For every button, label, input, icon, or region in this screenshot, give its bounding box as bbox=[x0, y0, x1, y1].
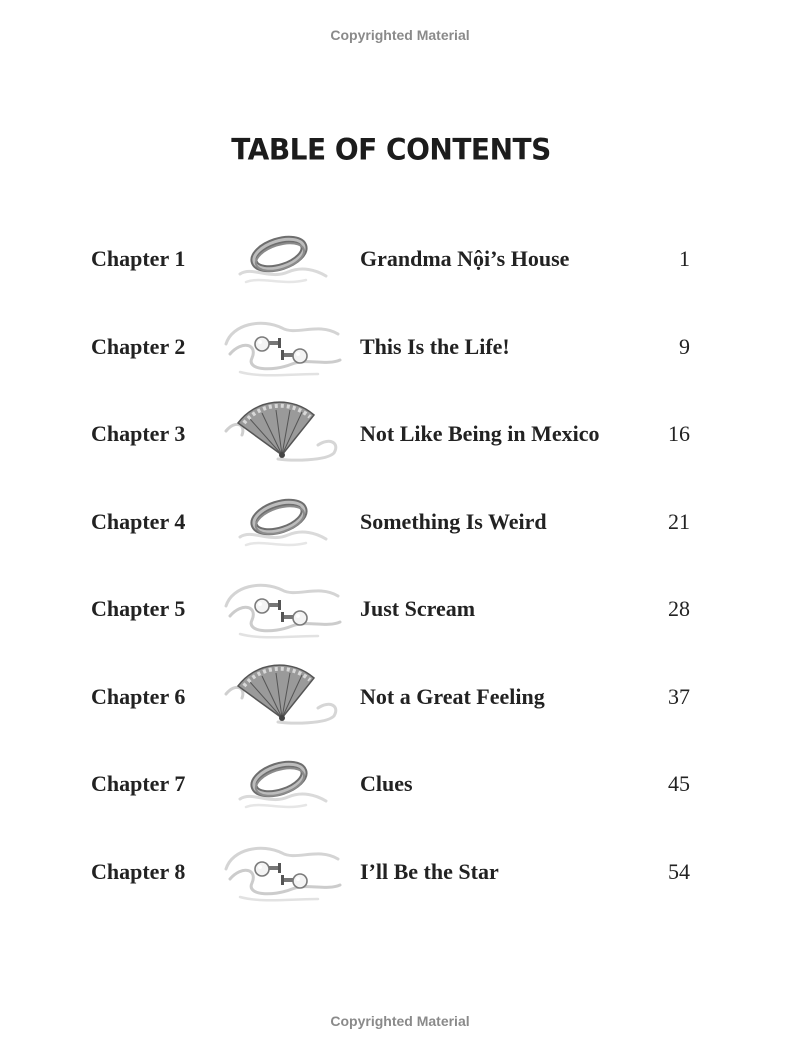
page-number: 16 bbox=[668, 421, 690, 446]
chapter-label: Chapter 4 bbox=[91, 509, 186, 534]
chapter-title: This Is the Life! bbox=[360, 334, 510, 359]
toc-entry-3[interactable] bbox=[0, 399, 800, 469]
page-number: 28 bbox=[668, 596, 690, 621]
chapter-title: Not a Great Feeling bbox=[360, 684, 545, 709]
chapter-title: Something Is Weird bbox=[360, 509, 547, 534]
page-number: 1 bbox=[679, 246, 690, 271]
page-number: 45 bbox=[668, 771, 690, 796]
copyright-footer: Copyrighted Material bbox=[330, 1013, 470, 1029]
page-number: 37 bbox=[668, 684, 690, 709]
pearl-earrings-icon bbox=[222, 314, 344, 380]
page-number: 54 bbox=[668, 859, 690, 884]
chapter-label: Chapter 8 bbox=[91, 859, 186, 884]
toc-entry-4[interactable] bbox=[0, 487, 800, 557]
chapter-label: Chapter 5 bbox=[91, 596, 186, 621]
chapter-title: Just Scream bbox=[360, 596, 476, 621]
chapter-title: Clues bbox=[360, 771, 413, 796]
toc-entry-6[interactable] bbox=[0, 662, 800, 732]
chapter-label: Chapter 2 bbox=[91, 334, 186, 359]
page-title: TABLE OF CONTENTS bbox=[231, 132, 551, 167]
page-number: 9 bbox=[679, 334, 690, 359]
pearl-earrings-icon bbox=[222, 576, 344, 642]
fan-icon bbox=[222, 401, 344, 467]
toc-entry-8[interactable] bbox=[0, 837, 800, 907]
page-number: 21 bbox=[668, 509, 690, 534]
copyright-header: Copyrighted Material bbox=[330, 27, 470, 43]
ring-icon bbox=[222, 226, 344, 292]
chapter-title: Grandma Nội’s House bbox=[360, 246, 570, 271]
toc-entry-7[interactable] bbox=[0, 749, 800, 819]
chapter-label: Chapter 7 bbox=[91, 771, 186, 796]
fan-icon bbox=[222, 664, 344, 730]
ring-icon bbox=[222, 489, 344, 555]
chapter-title: Not Like Being in Mexico bbox=[360, 421, 600, 446]
chapter-label: Chapter 1 bbox=[91, 246, 186, 271]
chapter-label: Chapter 3 bbox=[91, 421, 186, 446]
toc-entry-5[interactable] bbox=[0, 574, 800, 644]
toc-entry-1[interactable] bbox=[0, 224, 800, 294]
ring-icon bbox=[222, 751, 344, 817]
chapter-label: Chapter 6 bbox=[91, 684, 186, 709]
chapter-title: I’ll Be the Star bbox=[360, 859, 499, 884]
pearl-earrings-icon bbox=[222, 839, 344, 905]
toc-entry-2[interactable] bbox=[0, 312, 800, 382]
